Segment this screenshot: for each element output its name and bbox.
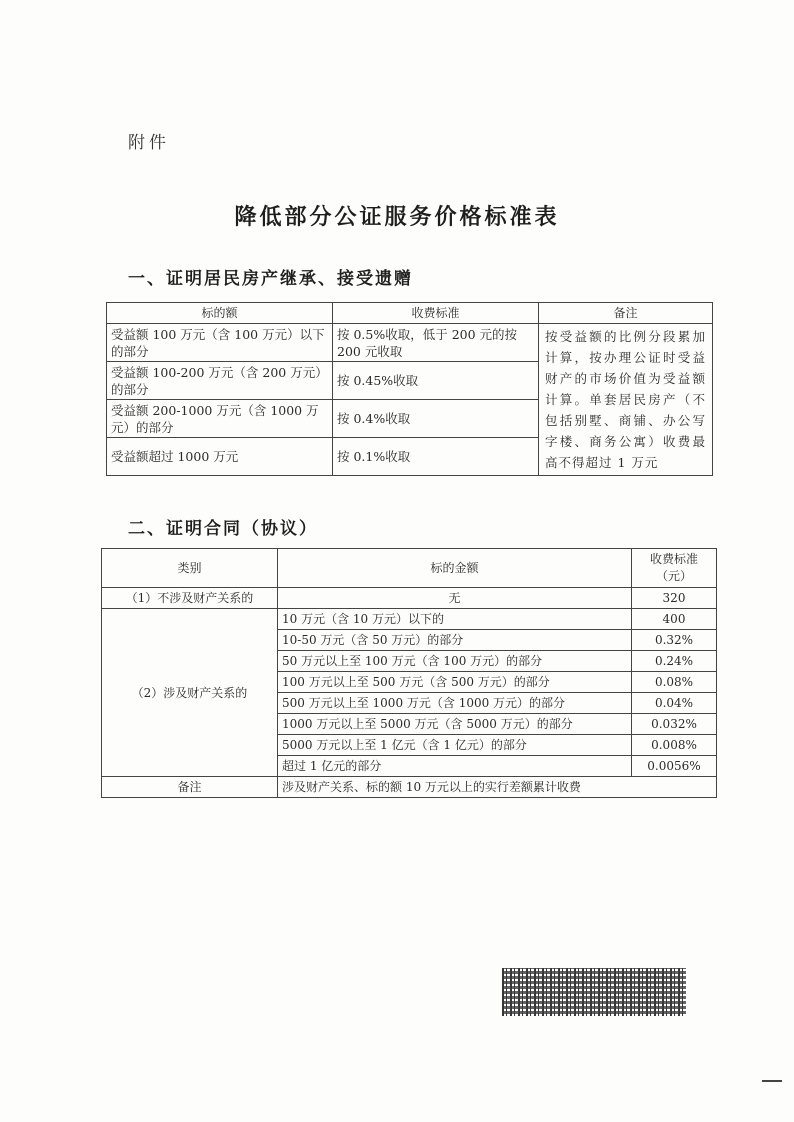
- amount-cell: 10-50 万元（含 50 万元）的部分: [278, 630, 632, 651]
- header-amount: 标的额: [107, 303, 333, 324]
- header-fee: 收费标准（元）: [632, 549, 717, 588]
- table-row: [107, 324, 713, 362]
- table-header-row: [102, 549, 717, 588]
- fee-cell: 0.0056%: [632, 756, 717, 777]
- amount-cell: 受益额 100-200 万元（含 200 万元）的部分: [107, 362, 333, 400]
- section2-heading: 二、证明合同（协议）: [128, 519, 318, 539]
- fee-cell: 400: [632, 609, 717, 630]
- fee-cell: 按 0.45%收取: [333, 362, 539, 400]
- table-row: [102, 609, 717, 630]
- fee-cell: 0.04%: [632, 693, 717, 714]
- document-title: 降低部分公证服务价格标准表: [234, 205, 560, 230]
- header-amount: 标的金额: [278, 549, 632, 588]
- fee-cell: 0.008%: [632, 735, 717, 756]
- table-header-row: [107, 303, 713, 324]
- category-cell: （1）不涉及财产关系的: [102, 588, 278, 609]
- section1-heading: 一、证明居民房产继承、接受遗赠: [128, 269, 413, 289]
- fee-cell: 0.32%: [632, 630, 717, 651]
- amount-cell: 超过 1 亿元的部分: [278, 756, 632, 777]
- fee-cell: 按 0.5%收取，低于 200 元的按 200 元收取: [333, 324, 539, 362]
- amount-cell: 50 万元以上至 100 万元（含 100 万元）的部分: [278, 651, 632, 672]
- inheritance-fee-table: [106, 302, 713, 476]
- amount-cell: 500 万元以上至 1000 万元（含 1000 万元）的部分: [278, 693, 632, 714]
- header-note: 备注: [539, 303, 713, 324]
- amount-cell: 受益额 100 万元（含 100 万元）以下的部分: [107, 324, 333, 362]
- fee-cell: 320: [632, 588, 717, 609]
- amount-cell: 1000 万元以上至 5000 万元（含 5000 万元）的部分: [278, 714, 632, 735]
- scan-mark: [762, 1080, 782, 1082]
- amount-cell: 受益额 200-1000 万元（含 1000 万元）的部分: [107, 400, 333, 438]
- amount-cell: 5000 万元以上至 1 亿元（含 1 亿元）的部分: [278, 735, 632, 756]
- fee-cell: 0.08%: [632, 672, 717, 693]
- amount-cell: 100 万元以上至 500 万元（含 500 万元）的部分: [278, 672, 632, 693]
- remark-label: 备注: [102, 777, 278, 798]
- table-row: [102, 588, 717, 609]
- header-fee: 收费标准: [333, 303, 539, 324]
- fee-cell: 0.24%: [632, 651, 717, 672]
- fee-cell: 0.032%: [632, 714, 717, 735]
- qr-code-image: [502, 968, 686, 1016]
- amount-cell: 10 万元（含 10 万元）以下的: [278, 609, 632, 630]
- category-cell: （2）涉及财产关系的: [102, 609, 278, 777]
- attachment-label: 附件: [128, 133, 170, 153]
- remark-text: 涉及财产关系、标的额 10 万元以上的实行差额累计收费: [278, 777, 717, 798]
- fee-cell: 按 0.1%收取: [333, 438, 539, 476]
- remark-row: [102, 777, 717, 798]
- fee-cell: 按 0.4%收取: [333, 400, 539, 438]
- contract-fee-table: [101, 548, 717, 798]
- note-cell: 按受益额的比例分段累加计算，按办理公证时受益财产的市场价值为受益额计算。单套居民房产（不包括别墅、商铺、办公写字楼、商务公寓）收费最高不得超过 1 万元: [539, 324, 713, 476]
- header-category: 类别: [102, 549, 278, 588]
- amount-cell: 无: [278, 588, 632, 609]
- amount-cell: 受益额超过 1000 万元: [107, 438, 333, 476]
